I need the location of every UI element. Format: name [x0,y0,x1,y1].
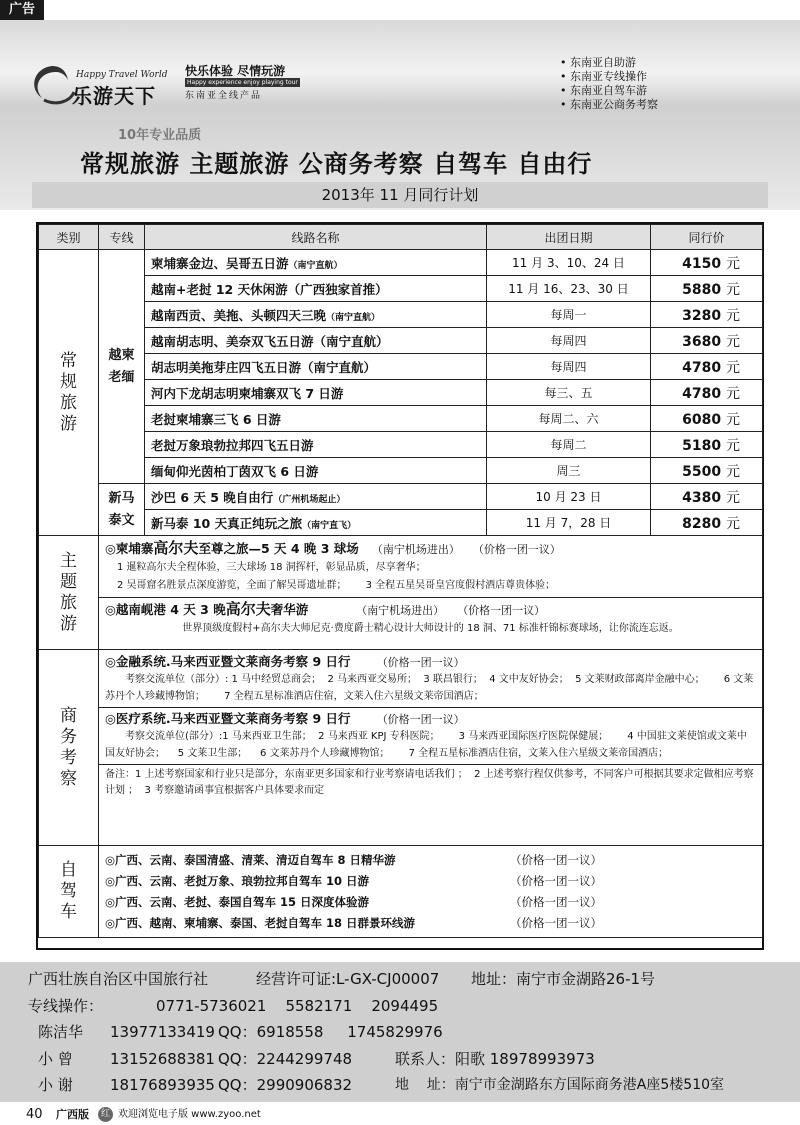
price: 3280 元 [651,302,763,328]
price: 8280 元 [651,510,763,536]
route-name: 沙巴 6 天 5 晚自由行（广州机场起止） [145,484,487,510]
table-row [39,276,763,302]
route-name: 新马泰 10 天真正纯玩之旅（南宁直飞） [145,510,487,536]
col-header: 类别 [39,225,99,250]
bullet-item: • 东南亚公商务考察 [560,98,658,112]
logo-chinese: 乐游天下 [72,84,156,108]
hero-banner [0,20,800,210]
headline: 常规旅游 主题旅游 公商务考察 自驾车 自由行 [80,150,593,178]
business-item-medical: ◎医疗系统.马来西亚暨文莱商务考察 9 日行 （价格一团一议） [105,711,465,726]
table-row [39,328,763,354]
self-drive-item: ◎广西、越南、柬埔寨、泰国、老挝自驾车 18 日群景环线游 （价格一团一议） [105,915,602,930]
contact-name: 小 曾 [38,1049,73,1068]
price: 4780 元 [651,380,763,406]
departure-date: 每周二 [487,432,651,458]
business-remark: 备注：1 上述考察国家和行业只是部分，东南亚更多国家和行业考察请电话我们 ； 2 上述考察行程仅供参考，不同客户可根据其要求定做相应考察计划 ； 3 考察邀请函事宜根据客户具体要求而定 [105,769,754,796]
route-name: 胡志明美拖芽庄四飞五日游（南宁直航） [145,354,487,380]
table-row [39,302,763,328]
self-drive-item: ◎广西、云南、泰国清盛、清莱、清迈自驾车 8 日精华游 （价格一团一议） [105,852,602,867]
company-row [28,966,772,993]
contact-footer [0,962,800,1102]
ad-tag: 广告 [0,0,44,20]
page-number: 40 [26,1107,43,1122]
route-name: 老挝万象琅勃拉邦四飞五日游 [145,432,487,458]
theme-item-golf-cambodia: ◎柬埔寨高尔夫至尊之旅—5 天 4 晚 3 球场 （南宁机场进出） （价格一团一议） [105,539,561,557]
table-row [39,380,763,406]
departure-date: 11 月 7，28 日 [487,510,651,536]
departure-date: 11 月 16、23、30 日 [487,276,651,302]
office-address: 地 址：南宁市金湖路东方国际商务港A座5楼510室 [395,1077,725,1093]
departure-date: 11 月 3、10、24 日 [487,250,651,276]
departure-date: 周三 [487,458,651,484]
slogan-english: Happy experience enjoy playing tour [187,79,298,86]
theme-item-golf-vietnam: ◎越南岘港 4 天 3 晚高尔夫奢华游 （南宁机场进出） （价格一团一议） [105,600,546,618]
self-drive-block [99,846,763,938]
service-bullets [560,56,658,112]
contact-row [28,1019,772,1046]
bullet-item: • 东南亚专线操作 [560,70,658,84]
contact-row [28,1072,772,1099]
business-detail: 考察交流单位（部分）: 1 马中经贸总商会； 2 马来西亚交易所； 3 联昌银行； 4 文中友好协会； 5 文莱财政部离岸金融中心； 6 文莱苏丹个人珍藏博物馆； 7 全程五星标准酒店住宿，文莱入住六星级文莱帝国酒店； [105,674,754,702]
price: 5880 元 [651,276,763,302]
col-header: 线路名称 [145,225,487,250]
plan-title: 2013年 11 月同行计划 [32,182,768,208]
table-row [39,406,763,432]
slogan-sub: 东南亚全线产品 [185,91,263,101]
price: 6080 元 [651,406,763,432]
business-section [39,650,763,846]
page-footer [0,1104,800,1125]
contact-qq: QQ：2990906832 [218,1076,353,1094]
col-header: 专线 [99,225,145,250]
website-link[interactable]: 欢迎浏览电子版 www.zyoo.net [118,1109,261,1120]
departure-date: 每周一 [487,302,651,328]
business-item-finance: ◎金融系统.马来西亚暨文莱商务考察 9 日行 （价格一团一议） [105,654,465,669]
price: 4780 元 [651,354,763,380]
route-name: 老挝柬埔寨三飞 6 日游 [145,406,487,432]
route-name: 越南+老挝 12 天休闲游（广西独家首推） [145,276,487,302]
divider [99,707,762,708]
slogan: 快乐体验 尽情玩游 [185,64,286,78]
table-row [39,432,763,458]
table-row [39,484,763,510]
route-name: 越南胡志明、美奈双飞五日游（南宁直航） [145,328,487,354]
theme-section [39,536,763,650]
category-theme: 主 题 旅 游 [39,536,99,650]
contact-qq: QQ：6918558 1745829976 [218,1023,443,1041]
contact-row [28,1046,772,1073]
departure-date: 每周二、六 [487,406,651,432]
self-drive-item: ◎广西、云南、老挝、泰国自驾车 15 日深度体验游 （价格一团一议） [105,894,602,909]
contact-name: 小 谢 [38,1076,73,1094]
route-name: 越南西贡、美拖、头顿四天三晚（南宁直航） [145,302,487,328]
theme-detail: 2 吴哥窟名胜景点深度游览，全面了解吴哥遗址群； 3 全程五星吴哥皇宫度假村酒店尊贵体验； [117,580,556,591]
price: 4150 元 [651,250,763,276]
line-vietnam-laos: 越柬 老缅 [99,250,145,484]
table-row [39,510,763,536]
bullet-item: • 东南亚自助游 [560,56,658,70]
contact-qq: QQ：2244299748 [218,1049,353,1068]
business-block [99,650,763,846]
price: 3680 元 [651,328,763,354]
theme-block [99,536,763,650]
category-regular: 常 规 旅 游 [39,250,99,536]
theme-detail: 世界顶级度假村+高尔夫大师尼克·费度爵士精心设计大师设计的 18 洞、71 标准杆锦标赛球场，让你流连忘返。 [182,623,679,634]
theme-detail: 1 暹粒高尔夫全程体验，三大球场 18 洞挥杆，彰显品质，尽享奢华； [117,562,426,573]
business-detail: 考察交流单位(部分）:1 马来西亚卫生部； 2 马来西亚 KPJ 专科医院； 3 马来西亚国际医疗医院保健展； 4 中国驻文莱使馆或文莱中国友好协会； 5 文莱卫生部； 6 文莱苏丹个人珍藏博物馆； 7 全程五星标准酒店住宿，文莱入住六星级文莱帝国酒店； [105,731,747,759]
ops-label: 专线操作： [28,996,104,1015]
contact-person: 联系人：阳歌 18978993973 [395,1049,595,1068]
contact-phone: 13977133419 [110,1023,215,1041]
route-name: 缅甸仰光茵柏丁茵双飞 6 日游 [145,458,487,484]
price: 5500 元 [651,458,763,484]
company-name: 广西壮族自治区中国旅行社 [28,970,209,988]
edition-mark-icon: 红 [98,1107,113,1122]
price: 4380 元 [651,484,763,510]
company-address: 地址：南宁市金湖路26-1号 [471,970,656,988]
license-number: 经营许可证:L-GX-CJ00007 [256,970,440,988]
table-header-row [39,225,763,250]
table-row [39,354,763,380]
col-header: 同行价 [651,225,763,250]
ops-phones: 0771-5736021 5582171 2094495 [156,996,439,1015]
table-row [39,250,763,276]
departure-date: 每三、五 [487,380,651,406]
bullet-item: • 东南亚自驾车游 [560,84,658,98]
edition-label: 广西版 [56,1108,89,1121]
col-header: 出团日期 [487,225,651,250]
divider [99,597,762,598]
contact-name: 陈洁华 [38,1023,84,1041]
decade-tagline: 10年专业品质 [118,128,202,143]
ops-row [28,993,772,1020]
table-row [39,458,763,484]
departure-date: 10 月 23 日 [487,484,651,510]
line-singapore-malaysia: 新马 泰文 [99,484,145,536]
itinerary-table [36,222,764,950]
category-self-drive: 自 驾 车 [39,846,99,938]
departure-date: 每周四 [487,354,651,380]
logo-english: Happy Travel World [76,70,168,80]
route-name: 柬埔寨金边、吴哥五日游（南宁直航） [145,250,487,276]
self-drive-item: ◎广西、云南、老挝万象、琅勃拉邦自驾车 10 日游 （价格一团一议） [105,873,602,888]
self-drive-section [39,846,763,938]
route-name: 河内下龙胡志明柬埔寨双飞 7 日游 [145,380,487,406]
departure-date: 每周四 [487,328,651,354]
contact-phone: 13152688381 [110,1049,215,1068]
category-business: 商 务 考 察 [39,650,99,846]
contact-phone: 18176893935 [110,1076,215,1094]
divider [99,764,762,765]
price: 5180 元 [651,432,763,458]
